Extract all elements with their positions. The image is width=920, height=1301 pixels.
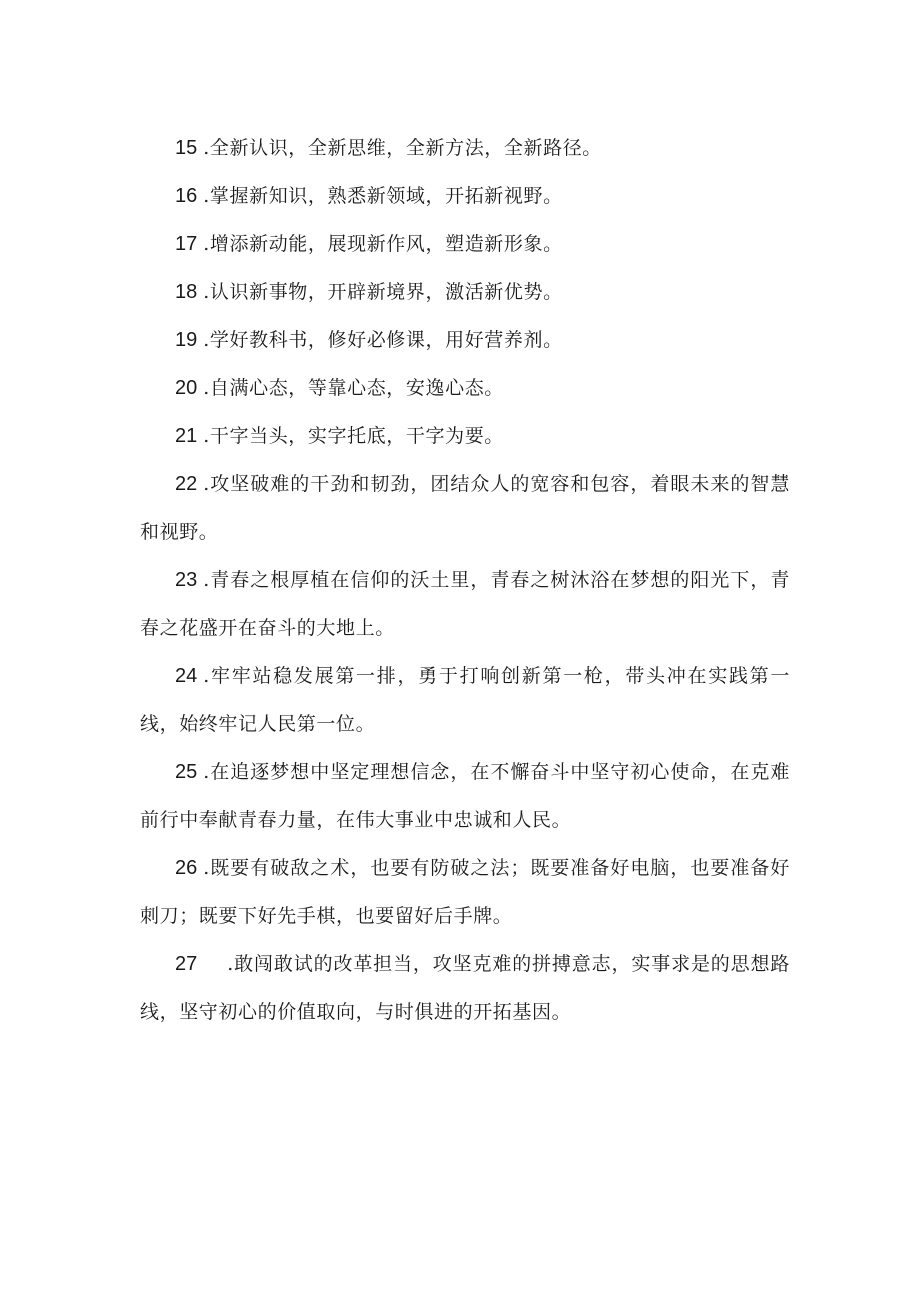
item-text: .自满心态，等靠心态，安逸心态。 bbox=[203, 377, 504, 399]
list-item bbox=[140, 316, 790, 364]
list-item bbox=[140, 220, 790, 268]
item-text: .攻坚破难的干劲和韧劲，团结众人的宽容和包容，着眼未来的智慧和视野。 bbox=[140, 473, 790, 543]
item-text: .掌握新知识，熟悉新领域，开拓新视野。 bbox=[203, 185, 563, 207]
list-item bbox=[140, 556, 790, 652]
item-number: 27 bbox=[175, 953, 198, 975]
item-number: 18 bbox=[175, 281, 198, 303]
item-number: 25 bbox=[175, 761, 198, 783]
item-text: .干字当头，实字托底，干字为要。 bbox=[203, 425, 504, 447]
list-item bbox=[140, 748, 790, 844]
list-item bbox=[140, 172, 790, 220]
item-number: 21 bbox=[175, 425, 198, 447]
item-text: .全新认识，全新思维，全新方法，全新路径。 bbox=[203, 137, 602, 159]
list-item bbox=[140, 940, 790, 1036]
item-number: 23 bbox=[175, 569, 198, 591]
item-text: .在追逐梦想中坚定理想信念，在不懈奋斗中坚守初心使命，在克难前行中奉献青春力量，在伟大事业中忠诚和人民。 bbox=[140, 761, 790, 831]
item-text: .敢闯敢试的改革担当，攻坚克难的拼搏意志，实事求是的思想路线，坚守初心的价值取向，与时俱进的开拓基因。 bbox=[140, 953, 790, 1023]
phrase-list bbox=[140, 124, 790, 1036]
item-text: .青春之根厚植在信仰的沃土里，青春之树沐浴在梦想的阳光下，青春之花盛开在奋斗的大地上。 bbox=[140, 569, 790, 639]
list-item bbox=[140, 364, 790, 412]
item-number: 16 bbox=[175, 185, 198, 207]
item-text: .牢牢站稳发展第一排，勇于打响创新第一枪，带头冲在实践第一线，始终牢记人民第一位。 bbox=[140, 665, 790, 735]
item-text: .认识新事物，开辟新境界，激活新优势。 bbox=[203, 281, 563, 303]
list-item bbox=[140, 124, 790, 172]
list-item bbox=[140, 844, 790, 940]
item-text: .既要有破敌之术，也要有防破之法；既要准备好电脑，也要准备好刺刀；既要下好先手棋，也要留好后手牌。 bbox=[140, 857, 790, 927]
item-number: 15 bbox=[175, 137, 198, 159]
item-text: .学好教科书，修好必修课，用好营养剂。 bbox=[203, 329, 563, 351]
item-number: 24 bbox=[175, 665, 198, 687]
item-text: .增添新动能，展现新作风，塑造新形象。 bbox=[203, 233, 563, 255]
list-item bbox=[140, 268, 790, 316]
item-number: 22 bbox=[175, 473, 198, 495]
list-item bbox=[140, 460, 790, 556]
list-item bbox=[140, 412, 790, 460]
item-number: 19 bbox=[175, 329, 198, 351]
item-number: 20 bbox=[175, 377, 198, 399]
list-item bbox=[140, 652, 790, 748]
item-number: 26 bbox=[175, 857, 198, 879]
item-number: 17 bbox=[175, 233, 198, 255]
